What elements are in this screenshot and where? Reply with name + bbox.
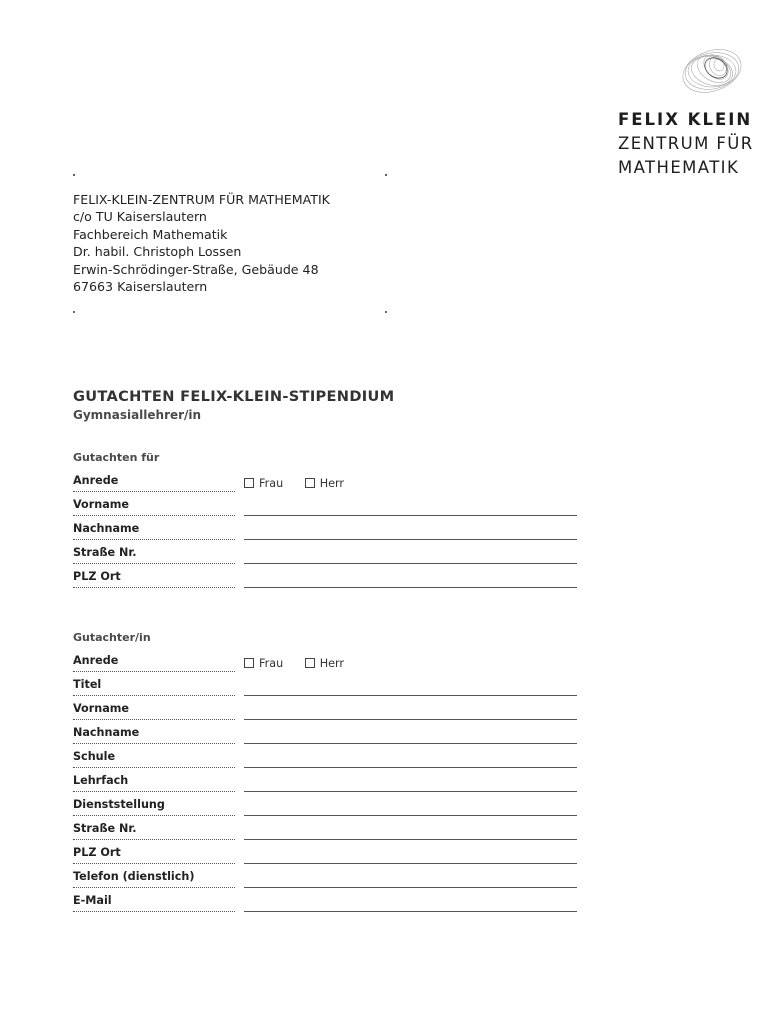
field-label-anrede: Anrede [73, 474, 235, 492]
form-row-dienststellung [73, 796, 577, 816]
form-row-vorname [73, 700, 577, 720]
checkbox-herr[interactable] [305, 478, 315, 488]
field-label-schule: Schule [73, 750, 235, 768]
field-input-titel[interactable] [244, 680, 577, 696]
checkbox-frau[interactable] [244, 478, 254, 488]
section-heading-gutachten-fuer: Gutachten für [73, 451, 160, 464]
form-row-plz-ort [73, 844, 577, 864]
form-row-nachname [73, 724, 577, 744]
field-label-anrede: Anrede [73, 654, 235, 672]
option-herr-label: Herr [319, 657, 345, 670]
field-label-vorname: Vorname [73, 498, 235, 516]
option-frau[interactable] [244, 657, 283, 670]
form-row-schule [73, 748, 577, 768]
field-input-dienststellung[interactable] [244, 800, 577, 816]
address-line: c/o TU Kaiserslautern [73, 209, 207, 225]
field-input-vorname[interactable] [244, 500, 577, 516]
document-title: GUTACHTEN FELIX-KLEIN-STIPENDIUM [73, 388, 395, 405]
field-label-lehrfach: Lehrfach [73, 774, 235, 792]
address-line: 67663 Kaiserslautern [73, 279, 208, 295]
field-label-plz-ort: PLZ Ort [73, 570, 235, 588]
form-row-strasse [73, 820, 577, 840]
logo-mark-icon [672, 40, 752, 102]
field-label-nachname: Nachname [73, 522, 235, 540]
field-input-nachname[interactable] [244, 728, 577, 744]
document-subtitle: Gymnasiallehrer/in [73, 408, 202, 422]
corner-mark-top-left [73, 174, 75, 176]
field-label-email: E-Mail [73, 894, 235, 912]
field-input-plz-ort[interactable] [244, 572, 577, 588]
field-label-strasse: Straße Nr. [73, 822, 235, 840]
form-row-strasse [73, 544, 577, 564]
address-line: Dr. habil. Christoph Lossen [73, 244, 242, 260]
form-row-anrede [73, 652, 577, 672]
option-frau-label: Frau [259, 477, 284, 490]
option-herr-label: Herr [319, 477, 345, 490]
option-frau[interactable] [244, 477, 283, 490]
field-input-schule[interactable] [244, 752, 577, 768]
field-input-nachname[interactable] [244, 524, 577, 540]
form-row-vorname [73, 496, 577, 516]
option-frau-label: Frau [259, 657, 284, 670]
logo-line-2: ZENTRUM FÜR [618, 134, 754, 153]
form-row-email [73, 892, 577, 912]
field-label-titel: Titel [73, 678, 235, 696]
section-heading-gutachter: Gutachter/in [73, 631, 151, 644]
logo-line-3: MATHEMATIK [618, 158, 740, 177]
field-input-strasse[interactable] [244, 824, 577, 840]
address-line: FELIX-KLEIN-ZENTRUM FÜR MATHEMATIK [73, 192, 330, 207]
field-input-lehrfach[interactable] [244, 776, 577, 792]
address-line: Erwin-Schrödinger-Straße, Gebäude 48 [73, 261, 319, 277]
form-row-telefon [73, 868, 577, 888]
logo-line-1: FELIX KLEIN [618, 110, 753, 129]
field-input-strasse[interactable] [244, 548, 577, 564]
field-label-plz-ort: PLZ Ort [73, 846, 235, 864]
field-input-vorname[interactable] [244, 704, 577, 720]
form-row-lehrfach [73, 772, 577, 792]
anrede-options [244, 657, 362, 670]
field-input-plz-ort[interactable] [244, 848, 577, 864]
field-label-vorname: Vorname [73, 702, 235, 720]
corner-mark-bottom-right [385, 311, 387, 313]
recipient-address [73, 191, 330, 295]
field-input-email[interactable] [244, 896, 577, 912]
checkbox-herr[interactable] [305, 658, 315, 668]
field-label-nachname: Nachname [73, 726, 235, 744]
field-input-telefon[interactable] [244, 872, 577, 888]
form-row-titel [73, 676, 577, 696]
form-row-plz-ort [73, 568, 577, 588]
logo-wordmark [618, 108, 754, 180]
checkbox-frau[interactable] [244, 658, 254, 668]
form-row-nachname [73, 520, 577, 540]
field-label-telefon: Telefon (dienstlich) [73, 870, 235, 888]
form-row-anrede [73, 472, 577, 492]
option-herr[interactable] [305, 477, 344, 490]
anrede-options [244, 477, 362, 490]
corner-mark-top-right [385, 174, 387, 176]
address-line: Fachbereich Mathematik [73, 226, 228, 242]
field-label-dienststellung: Dienststellung [73, 798, 235, 816]
option-herr[interactable] [305, 657, 344, 670]
field-label-strasse: Straße Nr. [73, 546, 235, 564]
corner-mark-bottom-left [73, 311, 75, 313]
